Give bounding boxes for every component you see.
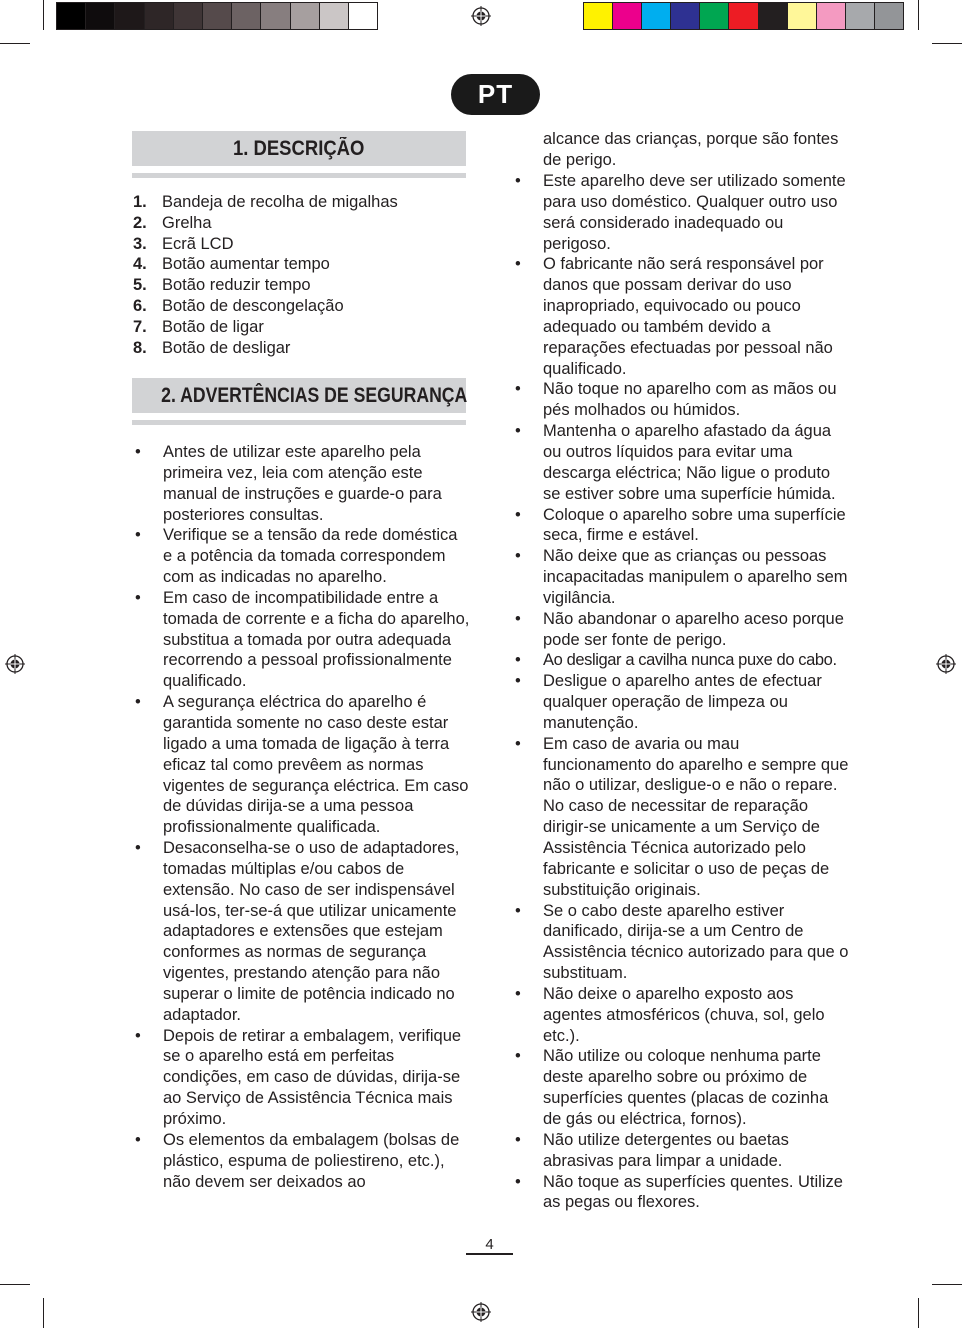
item-number: 4. <box>133 255 147 274</box>
crop-mark <box>0 1284 30 1285</box>
item-text: Grelha <box>162 213 212 232</box>
grayscale-swatch <box>232 3 261 29</box>
crop-mark <box>932 43 962 44</box>
list-item: • A segurança eléctrica do aparelho é garantida somente no caso deste estar ligado a uma tomada de ligação à terra eficaz tal como prevêem as normas vigentes de segurança eléctrica. Em caso de dúvidas dirija-se a uma pessoa profissionalmente qualificada. <box>135 692 471 838</box>
crop-mark <box>918 1298 919 1328</box>
list-item: • Não utilize ou coloque nenhuma parte deste aparelho sobre ou próximo de superfícies quentes (placas de cozinha de gás ou eléctrica, fornos). <box>515 1046 851 1129</box>
heading-underline <box>132 420 466 425</box>
process-color-swatch <box>613 3 642 29</box>
list-item <box>133 317 466 338</box>
page-number-rule <box>466 1253 513 1255</box>
process-color-swatch <box>642 3 671 29</box>
item-number: 7. <box>133 317 147 336</box>
list-item: • Desaconselha-se o uso de adaptadores, tomadas múltiplas e/ou cabos de extensão. No caso de ser indispensável usá-los, ter-se-á que utilizar unicamente adaptadores e extensões que estejam conformes as normas de segurança vigentes, prestando atenção para não superar o limite de potência indicado no adaptador. <box>135 838 471 1026</box>
process-color-swatch <box>788 3 817 29</box>
list-item <box>133 275 466 296</box>
list-item: • Antes de utilizar este aparelho pela primeira vez, leia com atenção este manual de instruções e guarde-o para posteriores consultas. <box>135 442 471 525</box>
list-item: • Não toque as superfícies quentes. Utilize as pegas ou flexores. <box>515 1172 851 1214</box>
list-item <box>133 254 466 275</box>
list-item: • Ao desligar a cavilha nunca puxe do cabo. <box>515 650 851 671</box>
process-color-swatch <box>729 3 758 29</box>
grayscale-swatch <box>320 3 349 29</box>
list-item <box>133 213 466 234</box>
registration-mark-icon <box>5 654 25 674</box>
language-badge: PT <box>451 74 540 115</box>
list-item: • Este aparelho deve ser utilizado somente para uso doméstico. Qualquer outro uso será considerado inadequado ou perigoso. <box>515 171 851 254</box>
list-item: • O fabricante não será responsável por danos que possam derivar do uso inapropriado, equivocado ou pouco adequado ou também devido a reparações efectuadas por pessoal não qualificado. <box>515 254 851 379</box>
grayscale-color-bar <box>56 2 378 30</box>
heading-underline <box>132 173 466 178</box>
item-text: Botão de descongelação <box>162 296 344 315</box>
list-item: • Não utilize detergentes ou baetas abrasivas para limpar a unidade. <box>515 1130 851 1172</box>
safety-warnings-left <box>135 442 471 1192</box>
list-item <box>133 192 466 213</box>
grayscale-swatch <box>261 3 290 29</box>
process-color-swatch <box>700 3 729 29</box>
safety-warnings-right <box>515 171 851 1213</box>
item-number: 2. <box>133 213 147 232</box>
grayscale-swatch <box>349 3 377 29</box>
list-item: • Depois de retirar a embalagem, verifique se o aparelho está em perfeitas condições, em caso de dúvidas, dirija-se ao Serviço de Assistência Técnica mais próximo. <box>135 1026 471 1130</box>
list-item: • Mantenha o aparelho afastado da água ou outros líquidos para evitar uma descarga eléctrica; Não ligue o produto se estiver sobre uma superfície húmida. <box>515 421 851 504</box>
registration-mark-icon <box>936 654 956 674</box>
section-description-heading <box>132 131 466 166</box>
item-text: Botão de desligar <box>162 338 291 357</box>
process-color-swatch <box>875 3 903 29</box>
process-color-bar <box>583 2 904 30</box>
list-item: • Se o cabo deste aparelho estiver danificado, dirija-se a um Centro de Assistência técnico autorizado para que o substituam. <box>515 901 851 984</box>
item-text: Botão reduzir tempo <box>162 276 311 295</box>
item-text: Botão aumentar tempo <box>162 255 330 274</box>
list-item: • Não abandonar o aparelho aceso porque pode ser fonte de perigo. <box>515 609 851 651</box>
list-item <box>133 296 466 317</box>
registration-mark-icon <box>471 6 491 26</box>
list-item: • Em caso de incompatibilidade entre a tomada de corrente e a ficha do aparelho, substitua a tomada por outra adequada recorrendo a pessoal profissionalmente qualificado. <box>135 588 471 692</box>
page-number: 4 <box>485 1236 494 1253</box>
list-item: • Não toque no aparelho com as mãos ou pés molhados ou húmidos. <box>515 379 851 421</box>
grayscale-swatch <box>291 3 320 29</box>
grayscale-swatch <box>145 3 174 29</box>
list-item <box>133 234 466 255</box>
list-item: • Os elementos da embalagem (bolsas de plástico, espuma de poliestireno, etc.), não devem ser deixados ao <box>135 1130 471 1193</box>
process-color-swatch <box>671 3 700 29</box>
grayscale-swatch <box>203 3 232 29</box>
list-item <box>133 338 466 359</box>
list-item: • Desligue o aparelho antes de efectuar qualquer operação de limpeza ou manutenção. <box>515 671 851 734</box>
process-color-swatch <box>759 3 788 29</box>
list-item: • Em caso de avaria ou mau funcionamento do aparelho e sempre que não o utilizar, desligue-o e não o repare. No caso de necessitar de reparação dirigir-se unicamente a um Serviço de Assistência Técnica autorizado pelo fabricante e solicitar o uso de peças de substituição originais. <box>515 734 851 901</box>
crop-mark <box>932 1284 962 1285</box>
section-description-title: 1. DESCRIÇÃO <box>233 137 365 160</box>
grayscale-swatch <box>115 3 144 29</box>
item-number: 6. <box>133 296 147 315</box>
item-number: 3. <box>133 234 147 253</box>
process-color-swatch <box>846 3 875 29</box>
registration-mark-icon <box>471 1302 491 1322</box>
crop-mark <box>43 1298 44 1328</box>
crop-mark <box>43 0 44 30</box>
process-color-swatch <box>584 3 613 29</box>
parts-list <box>133 192 466 358</box>
process-color-swatch <box>817 3 846 29</box>
item-text: Bandeja de recolha de migalhas <box>162 193 398 211</box>
item-number: 1. <box>133 193 147 211</box>
list-item: • Coloque o aparelho sobre uma superfície seca, firme e estável. <box>515 505 851 547</box>
safety-warning-continuation: alcance das crianças, porque são fontes de perigo. <box>543 130 839 169</box>
crop-mark <box>918 0 919 30</box>
list-item: • Verifique se a tensão da rede doméstica e a potência da tomada correspondem com as indicadas no aparelho. <box>135 525 471 588</box>
item-number: 8. <box>133 338 147 357</box>
grayscale-swatch <box>86 3 115 29</box>
grayscale-swatch <box>57 3 86 29</box>
item-text: Ecrã LCD <box>162 234 234 253</box>
section-safety-heading <box>132 378 466 413</box>
list-item: • Não deixe o aparelho exposto aos agentes atmosféricos (chuva, sol, gelo etc.). <box>515 984 851 1047</box>
grayscale-swatch <box>174 3 203 29</box>
list-item: • Não deixe que as crianças ou pessoas incapacitadas manipulem o aparelho sem vigilância. <box>515 546 851 609</box>
item-text: Botão de ligar <box>162 317 264 336</box>
crop-mark <box>0 43 30 44</box>
section-safety-title: 2. ADVERTÊNCIAS DE SEGURANÇA <box>161 384 468 407</box>
item-number: 5. <box>133 276 147 295</box>
